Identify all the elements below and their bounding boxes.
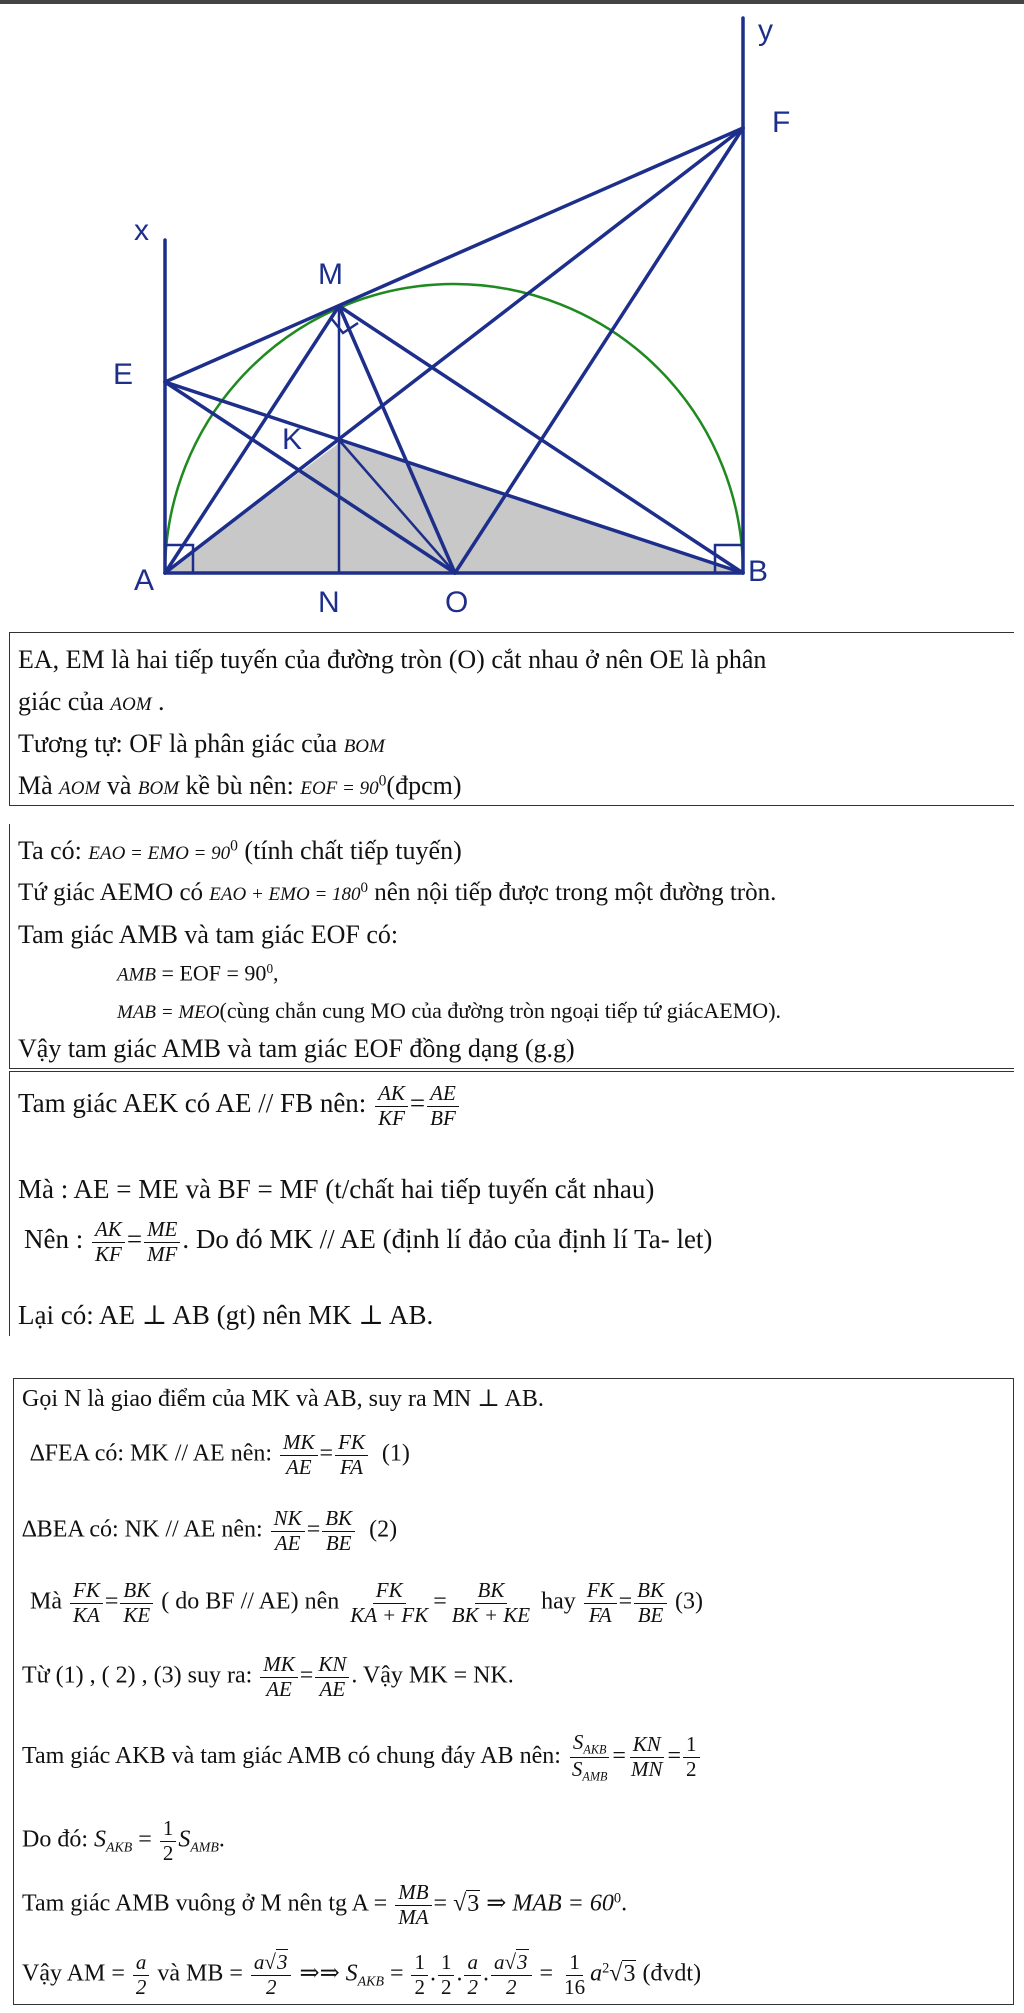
frac-bk-ke: $\frac{BK}{KE}$ [120,1579,153,1627]
frac-fk-ka-fk: $\frac{FK}{KA + FK}$ [350,1578,429,1627]
frac-a-2: $\frac{a}{2}$ [133,1951,150,1999]
sec4-line-8: Tam giác AMB vuông ở M nên tg A = $\frac{MB}{MA}$ = √3 ⇒ MAB = $60^0$. [22,1880,628,1929]
sec4-line-4: Mà $\frac{FK}{KA}$ = $\frac{BK}{KE}$ ( do BF // AE) nên $\frac{FK}{KA + FK}$ = $\frac{BK}{BK + KE}$ hay $\frac{FK}{FA}$ = $\frac{BK}{BE}$ (3) [30,1578,703,1627]
frac-one-half-2: $\frac{1}{2}$ [160,1817,177,1865]
frac-fk-ka: $\frac{FK}{KA}$ [70,1579,103,1627]
label-a: A [134,564,155,597]
frac-one-sixteenth: $\frac{1}{16}$ [564,1950,586,1999]
frac-bk-be: $\frac{BK}{BE}$ [322,1507,355,1555]
frac-kn-ae: $\frac{KN}{AE}$ [315,1653,349,1701]
sec2-line-3: Tam giác AMB và tam giác EOF có: [18,920,399,949]
label-o: O [445,586,469,619]
sec1-line-2: giác của AOM . [18,687,165,716]
sec1-line-1: EA, EM là hai tiếp tuyến của đường tròn (O) cắt nhau ở nên OE là phân [18,645,767,674]
frac-half-b: $\frac{1}{2}$ [438,1951,455,1999]
frac-half-a: $\frac{1}{2}$ [411,1951,428,1999]
sec4-line-1: Gọi N là giao điểm của MK và AB, suy ra MN ⊥ AB. [22,1386,544,1412]
label-n: N [318,586,340,619]
label-x: x [134,214,149,247]
frac-ak-kf: $\frac{AK}{KF}$ [375,1082,408,1130]
section-2-box [9,824,1014,1069]
sec4-line-9: Vậy AM = $\frac{a}{2}$ và MB = $\frac{a√3}{2}$ ⇒⇒ $S_{AKB}$ = $\frac{1}{2}$ . $\frac{1}{2}$ . $\frac{a}{2}$ . $\frac{a√3}{2}$ = $\frac{1}{16}$ $a^2√3$ (đvdt) [22,1950,702,1999]
label-k: K [282,423,303,456]
sec2-line-5: MAB = MEO(cùng chắn cung MO của đường tròn ngoại tiếp tứ giácAEMO). [117,998,782,1023]
sec2-line-1: Ta có: EAO = EMO = $90^0$ (tính chất tiếp tuyến) [18,836,462,865]
frac-kn-mn: $\frac{KN}{MN}$ [630,1732,663,1781]
label-f: F [772,106,791,139]
sec4-line-7: Do đó: $S_{AKB}$ = $\frac{1}{2}$ $S_{AMB}$. [22,1816,225,1865]
frac-fk-fa-2: $\frac{FK}{FA}$ [584,1579,617,1627]
sec4-line-6: Tam giác AKB và tam giác AMB có chung đáy AB nên: $S_{AKB}$ $S_{AMB}$ = $\frac{KN}{MN}$ = $\frac{1}{2}$ [22,1731,702,1784]
frac-ak-kf-2: $\frac{AK}{KF}$ [92,1218,125,1266]
frac-ae-bf: $\frac{AE}{BF}$ [427,1082,459,1130]
geometry-figure [0,0,1024,640]
frac-bk-be-2: $\frac{BK}{BE}$ [634,1579,667,1627]
segment-fo [455,128,743,573]
sec3-line-1: Tam giác AEK có AE // FB nên: $\frac{AK}{KF}$ = $\frac{AE}{BF}$ [18,1082,461,1130]
sec1-line-4: Mà AOM và BOM kề bù nên: EOF = $90^0(đpcm)$ [18,771,462,800]
frac-a-2-b: $\frac{a}{2}$ [464,1951,481,1999]
label-m: M [318,258,343,291]
frac-mk-ae: $\frac{MK}{AE}$ [280,1431,318,1479]
sec2-line-2: Tứ giác AEMO có EAO + EMO = $180^0$ nên nội tiếp được trong một đường tròn. [18,879,777,906]
frac-a-sqrt3-2-b: $\frac{a√3}{2}$ [491,1951,532,1999]
sec2-line-6: Vậy tam giác AMB và tam giác EOF đồng dạng (g.g) [18,1034,575,1063]
sec3-line-4: Lại có: AE ⊥ AB (gt) nên MK ⊥ AB. [18,1300,434,1330]
sec4-line-2: ∆FEA có: MK // AE nên: $\frac{MK}{AE}$ = $\frac{FK}{FA}$ (1) [30,1430,410,1479]
sec2-line-4: AMB = EOF = $90^0$, [117,960,279,986]
frac-mk-ae-2: $\frac{MK}{AE}$ [260,1653,298,1701]
sec4-line-5: Từ (1) , ( 2) , (3) suy ra: $\frac{MK}{AE}$ = $\frac{KN}{AE}$ . Vậy MK = NK. [22,1652,514,1701]
tangent-ef [165,128,743,382]
frac-mb-ma: $\frac{MB}{MA}$ [395,1881,431,1929]
frac-me-mf: $\frac{ME}{MF}$ [144,1218,180,1266]
frac-a-sqrt3-2: $\frac{a√3}{2}$ [251,1951,292,1999]
label-b: B [748,555,769,588]
frac-nk-ae: $\frac{NK}{AE}$ [271,1507,305,1555]
label-e: E [113,358,134,391]
frac-fk-fa: $\frac{FK}{FA}$ [335,1431,368,1479]
label-y: y [758,14,773,47]
section-1-box [9,632,1014,806]
sec1-line-3: Tương tự: OF là phân giác của BOM [18,729,385,758]
sec3-line-3: Nên : $\frac{AK}{KF}$ = $\frac{ME}{MF}$ . Do đó MK // AE (định lí đảo của định lí Ta- let) [24,1217,713,1266]
frac-one-half: $\frac{1}{2}$ [683,1733,700,1781]
section-3-box [9,1071,1014,1336]
frac-area-ratio: $S_{AKB}$ $S_{AMB}$ [571,1730,608,1784]
frac-bk-bk-ke: $\frac{BK}{BK + KE}$ [451,1578,531,1627]
sec3-line-2: Mà : AE = ME và BF = MF (t/chất hai tiếp tuyến cắt nhau) [18,1174,655,1204]
sec4-line-3: ∆BEA có: NK // AE nên: $\frac{NK}{AE}$ = $\frac{BK}{BE}$ (2) [22,1506,398,1555]
section-4-box [13,1378,1014,2005]
